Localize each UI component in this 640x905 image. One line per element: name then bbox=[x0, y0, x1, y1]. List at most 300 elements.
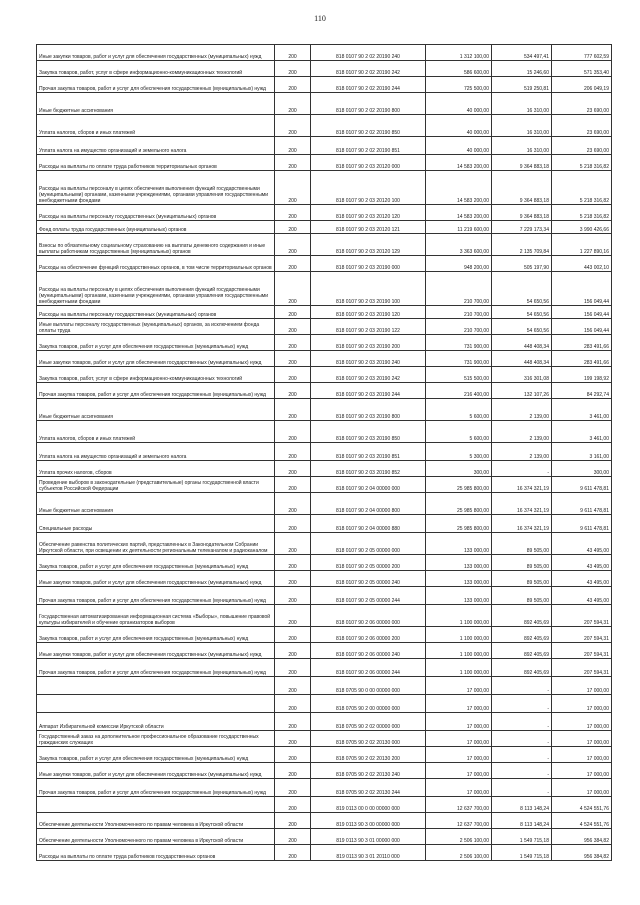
row-classification-code-cell: 818 0705 90 2 02 20130 200 bbox=[311, 747, 426, 763]
row-name-cell: Прочая закупка товаров, работ и услуг для обеспечения государственных (муниципальных) нужд bbox=[37, 659, 275, 677]
table-row bbox=[37, 383, 612, 399]
row-code-cell: 200 bbox=[275, 171, 311, 205]
table-row bbox=[37, 659, 612, 677]
row-name-cell: Уплата налога на имущество организаций и земельного налога bbox=[37, 443, 275, 461]
row-classification-code-cell: 819 0113 90 3 01 20110 000 bbox=[311, 845, 426, 861]
row-code-cell: 200 bbox=[275, 61, 311, 77]
row-approved-cell: 133 000,00 bbox=[426, 555, 492, 571]
table-row bbox=[37, 643, 612, 659]
row-code-cell: 200 bbox=[275, 77, 311, 93]
table-row bbox=[37, 319, 612, 335]
row-remaining-cell: 43 495,00 bbox=[552, 571, 612, 587]
row-code-cell: 200 bbox=[275, 605, 311, 627]
row-executed-cell: 89 505,00 bbox=[492, 533, 552, 555]
row-code-cell: 200 bbox=[275, 695, 311, 713]
table-row bbox=[37, 115, 612, 137]
row-classification-code-cell: 818 0107 90 2 03 20190 852 bbox=[311, 461, 426, 477]
row-name-cell: Закупка товаров, работ и услуг для обеспечения государственных (муниципальных) нужд bbox=[37, 627, 275, 643]
row-name-cell: Прочая закупка товаров, работ и услуг для обеспечения государственных (муниципальных) нужд bbox=[37, 383, 275, 399]
row-approved-cell: 17 000,00 bbox=[426, 763, 492, 779]
row-approved-cell: 14 583 200,00 bbox=[426, 171, 492, 205]
row-remaining-cell: 43 495,00 bbox=[552, 555, 612, 571]
row-name-cell: Расходы на выплаты по оплате труда работников территориальных органов bbox=[37, 155, 275, 171]
row-name-cell: Обеспечение деятельности Уполномоченного по правам человека в Иркутской области bbox=[37, 813, 275, 829]
row-remaining-cell: 43 495,00 bbox=[552, 587, 612, 605]
row-executed-cell: 2 139,00 bbox=[492, 443, 552, 461]
table-row bbox=[37, 555, 612, 571]
row-code-cell: 200 bbox=[275, 813, 311, 829]
row-remaining-cell: 777 602,59 bbox=[552, 45, 612, 61]
table-row bbox=[37, 399, 612, 421]
row-executed-cell: 132 107,26 bbox=[492, 383, 552, 399]
row-name-cell: Обеспечение деятельности Уполномоченного по правам человека в Иркутской области bbox=[37, 829, 275, 845]
row-remaining-cell: 17 000,00 bbox=[552, 731, 612, 747]
row-code-cell: 200 bbox=[275, 421, 311, 443]
row-code-cell: 200 bbox=[275, 115, 311, 137]
row-executed-cell: 9 364 883,18 bbox=[492, 155, 552, 171]
row-remaining-cell: 283 491,66 bbox=[552, 351, 612, 367]
page-number: 110 bbox=[314, 14, 326, 23]
row-approved-cell: 14 583 200,00 bbox=[426, 155, 492, 171]
row-remaining-cell: 5 218 316,82 bbox=[552, 155, 612, 171]
row-classification-code-cell: 818 0705 90 2 00 00000 000 bbox=[311, 695, 426, 713]
table-row bbox=[37, 155, 612, 171]
table-row bbox=[37, 45, 612, 61]
row-code-cell: 200 bbox=[275, 515, 311, 533]
table-row bbox=[37, 421, 612, 443]
row-executed-cell: 9 364 883,18 bbox=[492, 171, 552, 205]
row-executed-cell: 54 650,56 bbox=[492, 272, 552, 306]
row-classification-code-cell: 818 0107 90 2 03 20120 121 bbox=[311, 221, 426, 234]
row-name-cell: Расходы на выплаты персоналу в целях обеспечения выполнения функций государственными (муниципальными) органами, казенными учреждениями, органами управления государственными внебюджетными фондами bbox=[37, 171, 275, 205]
row-name-cell: Расходы на выплаты персоналу государственных (муниципальных) органов bbox=[37, 306, 275, 319]
row-remaining-cell: 17 000,00 bbox=[552, 677, 612, 695]
row-name-cell bbox=[37, 695, 275, 713]
row-classification-code-cell: 818 0107 90 2 02 20190 244 bbox=[311, 77, 426, 93]
row-approved-cell: 12 637 700,00 bbox=[426, 813, 492, 829]
row-executed-cell: - bbox=[492, 713, 552, 731]
row-remaining-cell: 9 611 478,81 bbox=[552, 477, 612, 493]
row-code-cell: 200 bbox=[275, 477, 311, 493]
table-row bbox=[37, 829, 612, 845]
row-remaining-cell: 199 198,92 bbox=[552, 367, 612, 383]
row-remaining-cell: 207 594,31 bbox=[552, 627, 612, 643]
row-classification-code-cell: 818 0107 90 2 04 00000 880 bbox=[311, 515, 426, 533]
row-executed-cell: 892 405,69 bbox=[492, 627, 552, 643]
row-approved-cell: 17 000,00 bbox=[426, 747, 492, 763]
row-remaining-cell: 156 049,44 bbox=[552, 319, 612, 335]
table-row bbox=[37, 61, 612, 77]
row-remaining-cell: 3 461,00 bbox=[552, 399, 612, 421]
row-code-cell: 200 bbox=[275, 493, 311, 515]
row-remaining-cell: 956 384,82 bbox=[552, 829, 612, 845]
row-executed-cell: 8 113 148,24 bbox=[492, 813, 552, 829]
row-remaining-cell: 17 000,00 bbox=[552, 695, 612, 713]
row-remaining-cell: 571 353,40 bbox=[552, 61, 612, 77]
row-classification-code-cell: 818 0107 90 2 05 00000 244 bbox=[311, 587, 426, 605]
row-executed-cell: 892 405,69 bbox=[492, 643, 552, 659]
row-name-cell: Закупка товаров, работ, услуг в сфере информационно-коммуникационных технологий bbox=[37, 367, 275, 383]
row-code-cell: 200 bbox=[275, 367, 311, 383]
table-row bbox=[37, 306, 612, 319]
table-row bbox=[37, 797, 612, 813]
table-row bbox=[37, 272, 612, 306]
row-approved-cell: 586 600,00 bbox=[426, 61, 492, 77]
row-name-cell: Прочая закупка товаров, работ и услуг для обеспечения государственных (муниципальных) нужд bbox=[37, 587, 275, 605]
row-classification-code-cell: 818 0107 90 2 03 20120 100 bbox=[311, 171, 426, 205]
row-code-cell: 200 bbox=[275, 351, 311, 367]
row-approved-cell: 17 000,00 bbox=[426, 713, 492, 731]
row-remaining-cell: 5 218 316,82 bbox=[552, 171, 612, 205]
row-remaining-cell: 206 049,19 bbox=[552, 77, 612, 93]
row-code-cell: 200 bbox=[275, 399, 311, 421]
row-classification-code-cell: 818 0107 90 2 05 00000 200 bbox=[311, 555, 426, 571]
row-code-cell: 200 bbox=[275, 829, 311, 845]
row-code-cell: 200 bbox=[275, 306, 311, 319]
row-remaining-cell: 43 495,00 bbox=[552, 533, 612, 555]
row-executed-cell: 9 364 883,18 bbox=[492, 205, 552, 221]
row-classification-code-cell: 818 0107 90 2 04 00000 000 bbox=[311, 477, 426, 493]
row-name-cell: Уплата налогов, сборов и иных платежей bbox=[37, 421, 275, 443]
row-remaining-cell: 1 227 890,16 bbox=[552, 234, 612, 256]
row-classification-code-cell: 818 0107 90 2 03 20190 800 bbox=[311, 399, 426, 421]
row-approved-cell: 731 900,00 bbox=[426, 351, 492, 367]
row-remaining-cell: 4 524 551,76 bbox=[552, 797, 612, 813]
table-row bbox=[37, 335, 612, 351]
row-executed-cell: 16 310,00 bbox=[492, 137, 552, 155]
row-code-cell: 200 bbox=[275, 272, 311, 306]
row-name-cell: Иные закупки товаров, работ и услуг для обеспечения государственных (муниципальных) нужд bbox=[37, 763, 275, 779]
table-row bbox=[37, 731, 612, 747]
row-code-cell: 200 bbox=[275, 93, 311, 115]
row-name-cell: Иные закупки товаров, работ и услуг для обеспечения государственных (муниципальных) нужд bbox=[37, 45, 275, 61]
row-remaining-cell: 23 690,00 bbox=[552, 137, 612, 155]
row-name-cell: Иные бюджетные ассигнования bbox=[37, 493, 275, 515]
row-name-cell: Расходы на выплаты персоналу в целях обеспечения выполнения функций государственными (муниципальными) органами, казенными учреждениями, органами управления государственными внебюджетными фондами bbox=[37, 272, 275, 306]
row-approved-cell: 1 312 100,00 bbox=[426, 45, 492, 61]
row-code-cell: 200 bbox=[275, 45, 311, 61]
row-name-cell bbox=[37, 797, 275, 813]
row-code-cell: 200 bbox=[275, 677, 311, 695]
row-name-cell: Расходы на обеспечение функций государственных органов, в том числе территориальных органов bbox=[37, 256, 275, 272]
row-remaining-cell: 207 594,31 bbox=[552, 605, 612, 627]
row-code-cell: 200 bbox=[275, 627, 311, 643]
row-classification-code-cell: 818 0705 90 2 02 00000 000 bbox=[311, 713, 426, 731]
table-row bbox=[37, 571, 612, 587]
row-classification-code-cell: 818 0107 90 2 03 20120 120 bbox=[311, 205, 426, 221]
row-executed-cell: 16 374 321,19 bbox=[492, 477, 552, 493]
row-classification-code-cell: 818 0107 90 2 03 20190 122 bbox=[311, 319, 426, 335]
table-row bbox=[37, 137, 612, 155]
row-classification-code-cell: 818 0107 90 2 03 20190 851 bbox=[311, 443, 426, 461]
row-code-cell: 200 bbox=[275, 713, 311, 731]
row-name-cell: Государственный заказ на дополнительное профессиональное образование государственных гражданских служащих bbox=[37, 731, 275, 747]
row-approved-cell: 210 700,00 bbox=[426, 272, 492, 306]
row-executed-cell: 892 405,69 bbox=[492, 605, 552, 627]
row-classification-code-cell: 819 0113 00 0 00 00000 000 bbox=[311, 797, 426, 813]
row-executed-cell: 16 374 321,19 bbox=[492, 515, 552, 533]
row-remaining-cell: 4 524 551,76 bbox=[552, 813, 612, 829]
row-classification-code-cell: 818 0107 90 2 03 20190 240 bbox=[311, 351, 426, 367]
row-executed-cell: 519 250,81 bbox=[492, 77, 552, 93]
table-row bbox=[37, 763, 612, 779]
table-row bbox=[37, 747, 612, 763]
table-row bbox=[37, 461, 612, 477]
row-approved-cell: 5 600,00 bbox=[426, 399, 492, 421]
row-approved-cell: 5 300,00 bbox=[426, 443, 492, 461]
row-approved-cell: 25 985 800,00 bbox=[426, 493, 492, 515]
row-name-cell: Закупка товаров, работ, услуг в сфере информационно-коммуникационных технологий bbox=[37, 61, 275, 77]
table-row bbox=[37, 234, 612, 256]
table-row bbox=[37, 256, 612, 272]
row-name-cell: Уплата налога на имущество организаций и земельного налога bbox=[37, 137, 275, 155]
row-remaining-cell: 84 292,74 bbox=[552, 383, 612, 399]
row-executed-cell: 16 374 321,19 bbox=[492, 493, 552, 515]
row-remaining-cell: 156 049,44 bbox=[552, 272, 612, 306]
row-name-cell: Обеспечение равенства политических партий, представленных в Законодательном Собрании Иркутской области, при освещении их деятельности региональным телеканалом и радиоканалом bbox=[37, 533, 275, 555]
row-remaining-cell: 5 218 316,82 bbox=[552, 205, 612, 221]
row-code-cell: 200 bbox=[275, 845, 311, 861]
row-executed-cell: 448 408,34 bbox=[492, 351, 552, 367]
row-name-cell: Закупка товаров, работ и услуг для обеспечения государственных (муниципальных) нужд bbox=[37, 747, 275, 763]
row-remaining-cell: 300,00 bbox=[552, 461, 612, 477]
row-executed-cell: 7 229 173,34 bbox=[492, 221, 552, 234]
row-code-cell: 200 bbox=[275, 137, 311, 155]
table-row bbox=[37, 533, 612, 555]
row-code-cell: 200 bbox=[275, 155, 311, 171]
row-executed-cell: - bbox=[492, 731, 552, 747]
table-row bbox=[37, 351, 612, 367]
row-code-cell: 200 bbox=[275, 205, 311, 221]
row-remaining-cell: 443 002,10 bbox=[552, 256, 612, 272]
row-classification-code-cell: 818 0107 90 2 06 00000 000 bbox=[311, 605, 426, 627]
row-name-cell: Аппарат Избирательной комиссии Иркутской области bbox=[37, 713, 275, 731]
row-approved-cell: 300,00 bbox=[426, 461, 492, 477]
table-row bbox=[37, 205, 612, 221]
row-approved-cell: 5 600,00 bbox=[426, 421, 492, 443]
row-classification-code-cell: 818 0107 90 2 03 20190 120 bbox=[311, 306, 426, 319]
row-executed-cell: 16 310,00 bbox=[492, 115, 552, 137]
row-classification-code-cell: 818 0107 90 2 03 20190 850 bbox=[311, 421, 426, 443]
row-executed-cell: 15 246,60 bbox=[492, 61, 552, 77]
table-row bbox=[37, 221, 612, 234]
row-name-cell: Уплата налогов, сборов и иных платежей bbox=[37, 115, 275, 137]
row-remaining-cell: 9 611 478,81 bbox=[552, 493, 612, 515]
row-approved-cell: 3 363 600,00 bbox=[426, 234, 492, 256]
row-name-cell bbox=[37, 677, 275, 695]
row-classification-code-cell: 818 0705 90 2 02 20130 000 bbox=[311, 731, 426, 747]
row-approved-cell: 25 985 800,00 bbox=[426, 515, 492, 533]
row-approved-cell: 12 637 700,00 bbox=[426, 797, 492, 813]
table-row bbox=[37, 605, 612, 627]
row-code-cell: 200 bbox=[275, 763, 311, 779]
row-classification-code-cell: 819 0113 90 3 00 00000 000 bbox=[311, 813, 426, 829]
row-code-cell: 200 bbox=[275, 587, 311, 605]
row-executed-cell: 1 549 715,18 bbox=[492, 829, 552, 845]
table-row bbox=[37, 443, 612, 461]
row-approved-cell: 17 000,00 bbox=[426, 695, 492, 713]
row-approved-cell: 725 500,00 bbox=[426, 77, 492, 93]
row-classification-code-cell: 818 0107 90 2 03 20190 100 bbox=[311, 272, 426, 306]
row-approved-cell: 14 583 200,00 bbox=[426, 205, 492, 221]
row-executed-cell: 54 650,56 bbox=[492, 319, 552, 335]
row-executed-cell: 16 310,00 bbox=[492, 93, 552, 115]
row-code-cell: 200 bbox=[275, 461, 311, 477]
budget-execution-table bbox=[36, 44, 612, 861]
table-row bbox=[37, 367, 612, 383]
row-remaining-cell: 17 000,00 bbox=[552, 713, 612, 731]
row-executed-cell: 534 497,41 bbox=[492, 45, 552, 61]
row-executed-cell: 89 505,00 bbox=[492, 587, 552, 605]
row-approved-cell: 2 506 100,00 bbox=[426, 845, 492, 861]
row-executed-cell: 892 405,69 bbox=[492, 659, 552, 677]
row-remaining-cell: 3 990 426,66 bbox=[552, 221, 612, 234]
row-classification-code-cell: 818 0705 90 0 00 00000 000 bbox=[311, 677, 426, 695]
row-code-cell: 200 bbox=[275, 221, 311, 234]
table-row bbox=[37, 171, 612, 205]
row-code-cell: 200 bbox=[275, 571, 311, 587]
row-code-cell: 200 bbox=[275, 555, 311, 571]
row-remaining-cell: 9 611 478,81 bbox=[552, 515, 612, 533]
row-name-cell: Расходы на выплаты персоналу государственных (муниципальных) органов bbox=[37, 205, 275, 221]
row-approved-cell: 210 700,00 bbox=[426, 306, 492, 319]
row-name-cell: Прочая закупка товаров, работ и услуг для обеспечения государственных (муниципальных) нужд bbox=[37, 779, 275, 797]
row-approved-cell: 17 000,00 bbox=[426, 731, 492, 747]
row-approved-cell: 17 000,00 bbox=[426, 779, 492, 797]
row-approved-cell: 133 000,00 bbox=[426, 587, 492, 605]
row-executed-cell: - bbox=[492, 763, 552, 779]
row-code-cell: 200 bbox=[275, 659, 311, 677]
row-name-cell: Государственная автоматизированная информационная система «Выборы», повышение правовой культуры избирателей и обучение организаторов выборов bbox=[37, 605, 275, 627]
row-executed-cell: 505 197,90 bbox=[492, 256, 552, 272]
table-row bbox=[37, 779, 612, 797]
row-name-cell: Взносы по обязательному социальному страхованию на выплаты денежного содержания и иные выплаты работникам государственных (муниципальных) органов bbox=[37, 234, 275, 256]
row-name-cell: Уплата прочих налогов, сборов bbox=[37, 461, 275, 477]
row-executed-cell: - bbox=[492, 461, 552, 477]
row-name-cell: Иные бюджетные ассигнования bbox=[37, 93, 275, 115]
row-executed-cell: 8 113 148,24 bbox=[492, 797, 552, 813]
row-code-cell: 200 bbox=[275, 256, 311, 272]
table-row bbox=[37, 627, 612, 643]
row-classification-code-cell: 818 0107 90 2 04 00000 800 bbox=[311, 493, 426, 515]
row-executed-cell: 89 505,00 bbox=[492, 555, 552, 571]
row-remaining-cell: 17 000,00 bbox=[552, 763, 612, 779]
row-approved-cell: 731 900,00 bbox=[426, 335, 492, 351]
row-remaining-cell: 3 461,00 bbox=[552, 421, 612, 443]
table-row bbox=[37, 713, 612, 731]
row-code-cell: 200 bbox=[275, 747, 311, 763]
row-approved-cell: 133 000,00 bbox=[426, 533, 492, 555]
row-executed-cell: 54 650,56 bbox=[492, 306, 552, 319]
row-classification-code-cell: 818 0107 90 2 03 20120 000 bbox=[311, 155, 426, 171]
row-code-cell: 200 bbox=[275, 533, 311, 555]
row-code-cell: 200 bbox=[275, 731, 311, 747]
row-approved-cell: 1 100 000,00 bbox=[426, 605, 492, 627]
row-classification-code-cell: 818 0107 90 2 02 20190 240 bbox=[311, 45, 426, 61]
row-classification-code-cell: 819 0113 90 3 01 00000 000 bbox=[311, 829, 426, 845]
row-name-cell: Фонд оплаты труда государственных (муниципальных) органов bbox=[37, 221, 275, 234]
row-remaining-cell: 207 594,31 bbox=[552, 643, 612, 659]
row-approved-cell: 2 506 100,00 bbox=[426, 829, 492, 845]
row-approved-cell: 1 100 000,00 bbox=[426, 643, 492, 659]
table-body bbox=[37, 45, 612, 861]
row-code-cell: 200 bbox=[275, 797, 311, 813]
row-executed-cell: 89 505,00 bbox=[492, 571, 552, 587]
row-classification-code-cell: 818 0107 90 2 05 00000 000 bbox=[311, 533, 426, 555]
row-executed-cell: 2 139,00 bbox=[492, 399, 552, 421]
table-row bbox=[37, 845, 612, 861]
row-code-cell: 200 bbox=[275, 383, 311, 399]
table-row bbox=[37, 587, 612, 605]
row-remaining-cell: 156 049,44 bbox=[552, 306, 612, 319]
table-row bbox=[37, 677, 612, 695]
row-remaining-cell: 283 491,66 bbox=[552, 335, 612, 351]
row-approved-cell: 25 985 800,00 bbox=[426, 477, 492, 493]
row-approved-cell: 948 200,00 bbox=[426, 256, 492, 272]
row-remaining-cell: 23 690,00 bbox=[552, 93, 612, 115]
row-classification-code-cell: 818 0107 90 2 03 20190 000 bbox=[311, 256, 426, 272]
row-approved-cell: 1 100 000,00 bbox=[426, 627, 492, 643]
row-classification-code-cell: 818 0107 90 2 05 00000 240 bbox=[311, 571, 426, 587]
row-approved-cell: 216 400,00 bbox=[426, 383, 492, 399]
row-code-cell: 200 bbox=[275, 234, 311, 256]
row-name-cell: Иные закупки товаров, работ и услуг для обеспечения государственных (муниципальных) нужд bbox=[37, 571, 275, 587]
row-classification-code-cell: 818 0705 90 2 02 20130 244 bbox=[311, 779, 426, 797]
table-row bbox=[37, 77, 612, 93]
table-row bbox=[37, 477, 612, 493]
row-classification-code-cell: 818 0107 90 2 03 20190 200 bbox=[311, 335, 426, 351]
row-name-cell: Иные выплаты персоналу государственных (муниципальных) органов, за исключением фонда оплаты труда bbox=[37, 319, 275, 335]
table-row bbox=[37, 93, 612, 115]
row-classification-code-cell: 818 0107 90 2 02 20190 850 bbox=[311, 115, 426, 137]
row-approved-cell: 40 000,00 bbox=[426, 137, 492, 155]
row-remaining-cell: 17 000,00 bbox=[552, 747, 612, 763]
row-executed-cell: - bbox=[492, 695, 552, 713]
row-executed-cell: - bbox=[492, 747, 552, 763]
row-name-cell: Иные закупки товаров, работ и услуг для обеспечения государственных (муниципальных) нужд bbox=[37, 351, 275, 367]
row-classification-code-cell: 818 0107 90 2 03 20120 129 bbox=[311, 234, 426, 256]
row-executed-cell: 1 549 715,18 bbox=[492, 845, 552, 861]
row-code-cell: 200 bbox=[275, 643, 311, 659]
row-classification-code-cell: 818 0107 90 2 03 20190 244 bbox=[311, 383, 426, 399]
row-code-cell: 200 bbox=[275, 335, 311, 351]
row-name-cell: Иные закупки товаров, работ и услуг для обеспечения государственных (муниципальных) нужд bbox=[37, 643, 275, 659]
row-remaining-cell: 3 161,00 bbox=[552, 443, 612, 461]
row-remaining-cell: 23 690,00 bbox=[552, 115, 612, 137]
row-approved-cell: 210 700,00 bbox=[426, 319, 492, 335]
row-executed-cell: 2 139,00 bbox=[492, 421, 552, 443]
row-approved-cell: 133 000,00 bbox=[426, 571, 492, 587]
row-executed-cell: 316 301,08 bbox=[492, 367, 552, 383]
row-classification-code-cell: 818 0107 90 2 02 20190 800 bbox=[311, 93, 426, 115]
row-name-cell: Расходы на выплаты по оплате труда работников государственных органов bbox=[37, 845, 275, 861]
row-classification-code-cell: 818 0107 90 2 06 00000 240 bbox=[311, 643, 426, 659]
row-name-cell: Иные бюджетные ассигнования bbox=[37, 399, 275, 421]
table-row bbox=[37, 813, 612, 829]
row-approved-cell: 40 000,00 bbox=[426, 115, 492, 137]
row-classification-code-cell: 818 0107 90 2 02 20190 242 bbox=[311, 61, 426, 77]
row-approved-cell: 515 500,00 bbox=[426, 367, 492, 383]
row-code-cell: 200 bbox=[275, 779, 311, 797]
row-remaining-cell: 207 594,31 bbox=[552, 659, 612, 677]
table-row bbox=[37, 695, 612, 713]
row-remaining-cell: 17 000,00 bbox=[552, 779, 612, 797]
row-classification-code-cell: 818 0107 90 2 02 20190 851 bbox=[311, 137, 426, 155]
row-name-cell: Специальные расходы bbox=[37, 515, 275, 533]
row-code-cell: 200 bbox=[275, 443, 311, 461]
row-executed-cell: 2 135 709,84 bbox=[492, 234, 552, 256]
row-approved-cell: 11 219 600,00 bbox=[426, 221, 492, 234]
